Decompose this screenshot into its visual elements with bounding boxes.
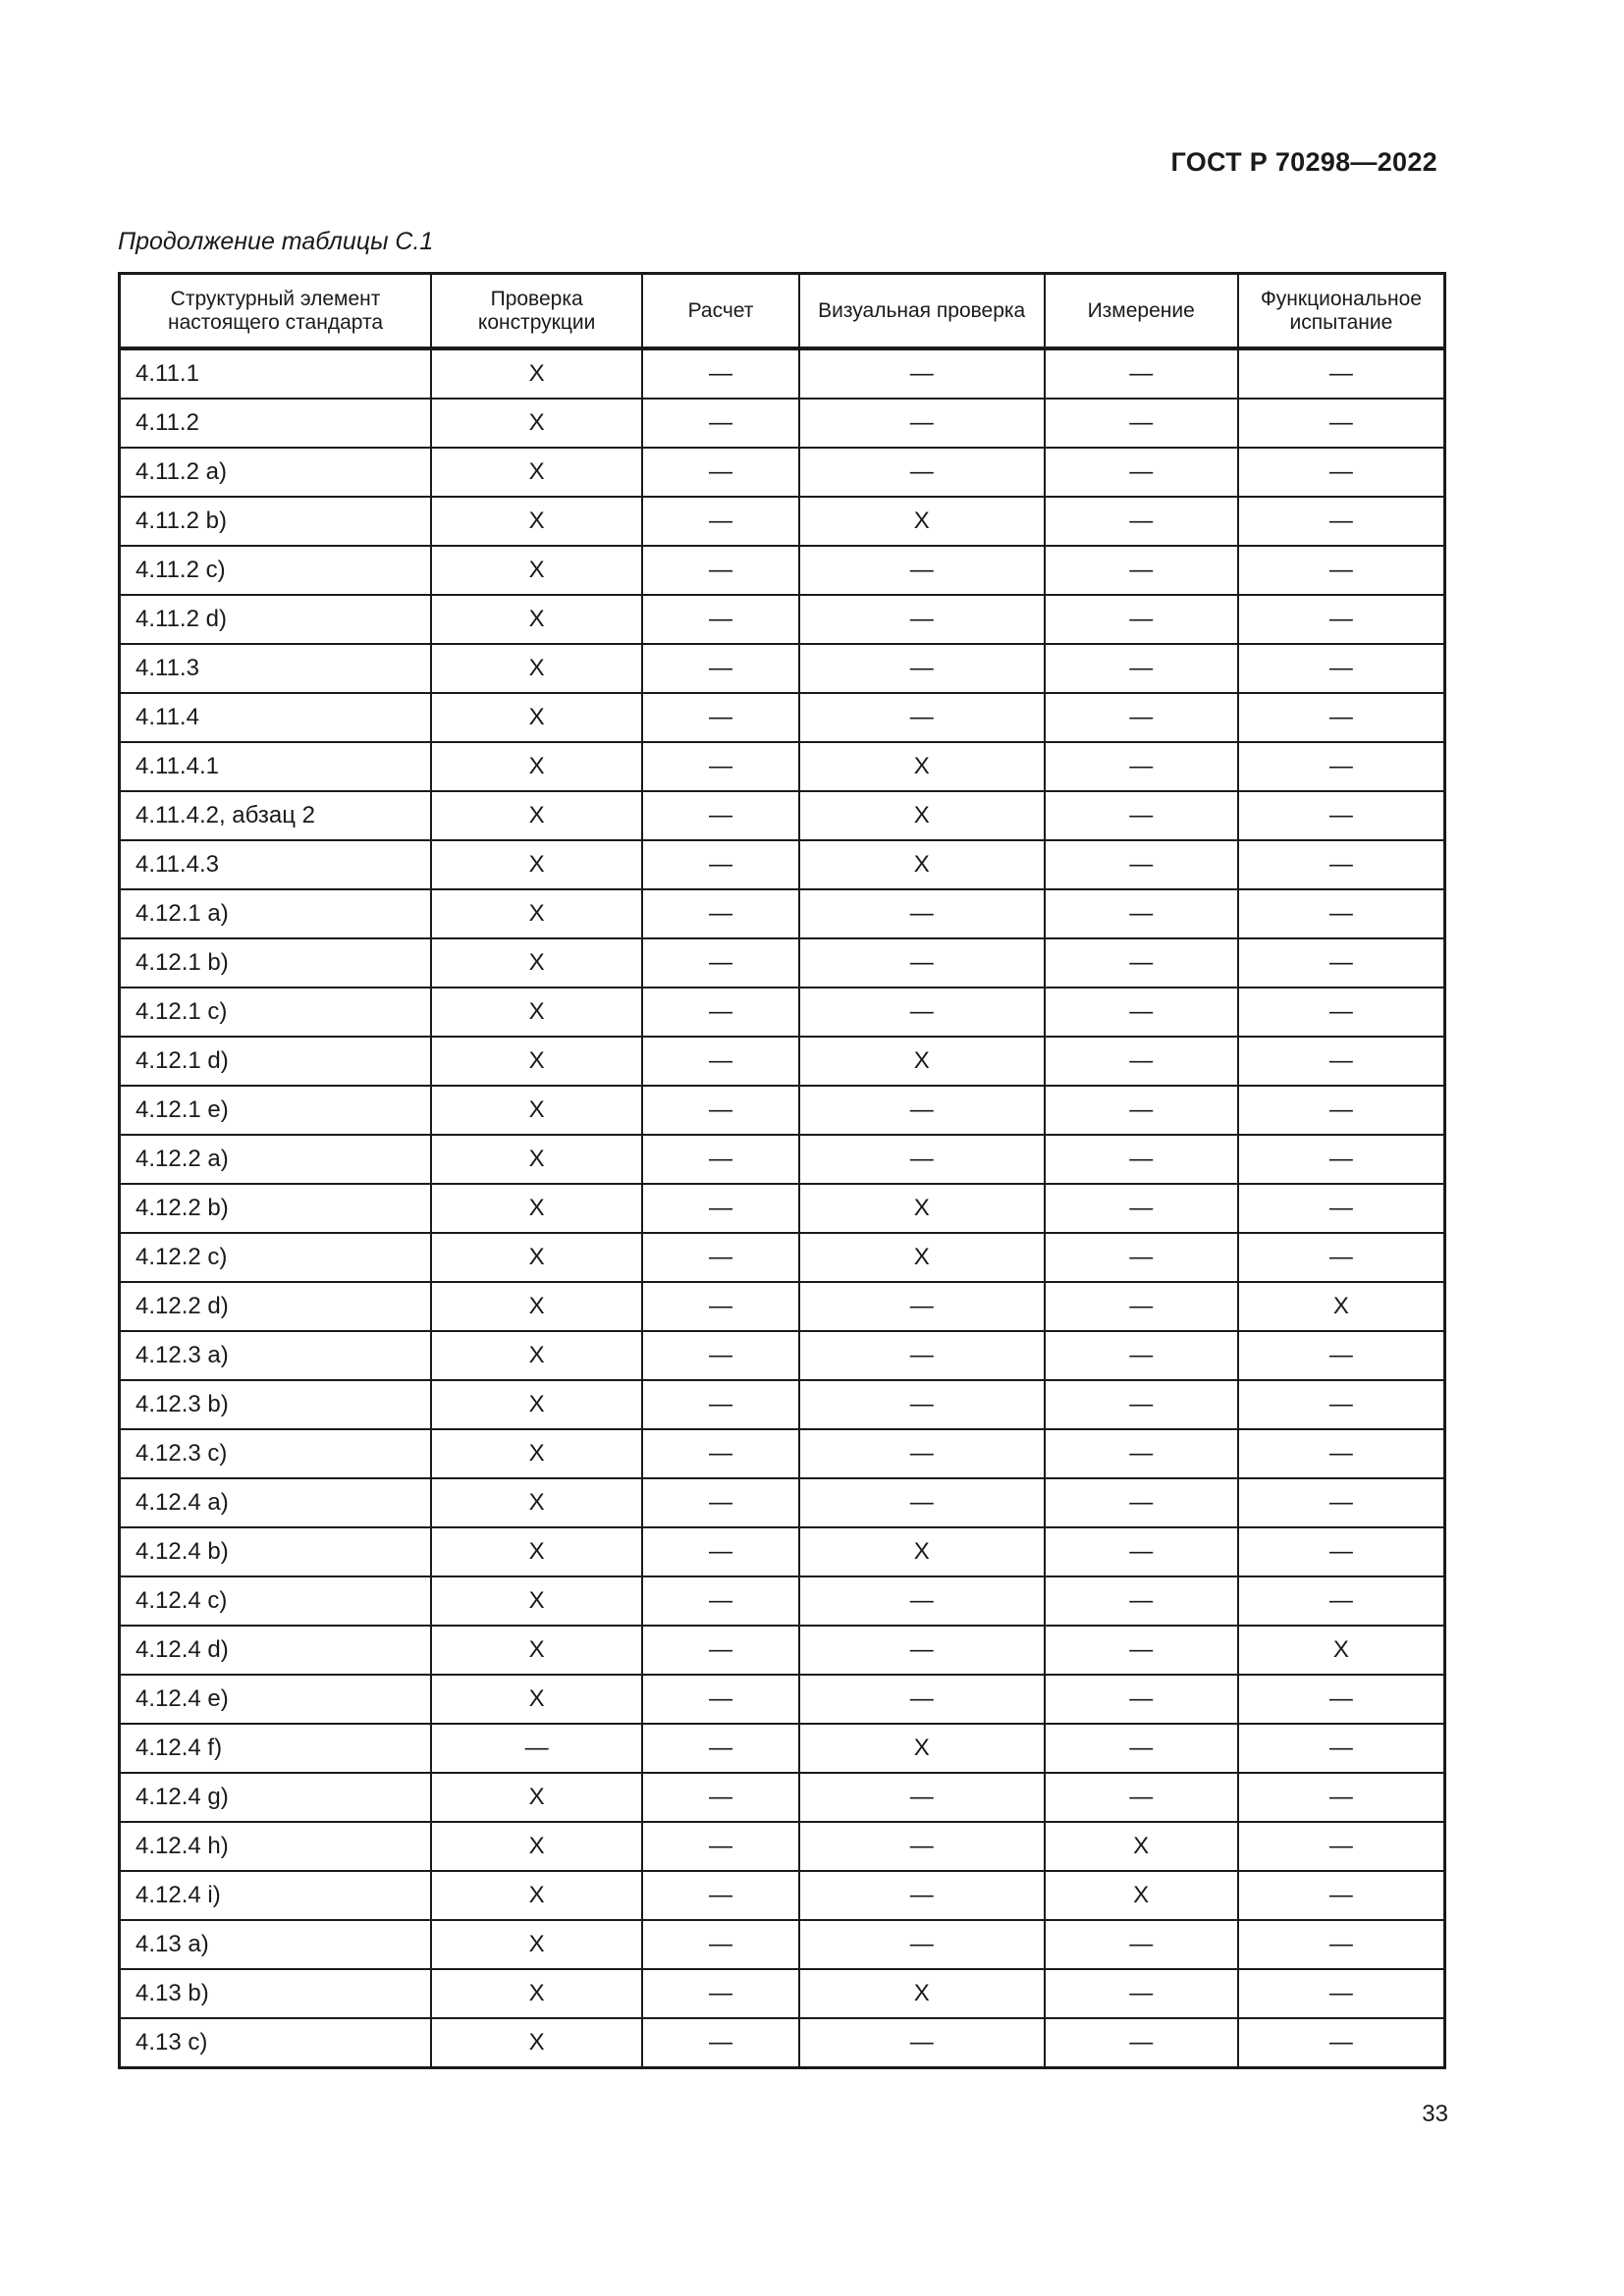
visual-check-cell: — [799,988,1045,1037]
table-row [120,1871,1445,1920]
design-check-cell: X [431,1871,642,1920]
element-cell: 4.11.2 c) [120,546,432,595]
design-check-cell: X [431,889,642,938]
table-row [120,988,1445,1037]
visual-check-cell: — [799,1920,1045,1969]
visual-check-cell: — [799,399,1045,448]
functional-test-cell: — [1238,988,1445,1037]
design-check-cell: X [431,348,642,399]
table-row [120,644,1445,693]
element-cell: 4.12.4 b) [120,1527,432,1576]
element-cell: 4.13 b) [120,1969,432,2018]
table-row [120,399,1445,448]
measurement-cell: — [1045,1675,1238,1724]
table-row [120,840,1445,889]
functional-test-cell: — [1238,1233,1445,1282]
column-header-visual-check: Визуальная проверка [799,274,1045,349]
calculation-cell: — [642,1037,799,1086]
element-cell: 4.13 c) [120,2018,432,2068]
measurement-cell: — [1045,497,1238,546]
functional-test-cell: — [1238,1478,1445,1527]
table-row [120,348,1445,399]
calculation-cell: — [642,1920,799,1969]
measurement-cell: — [1045,644,1238,693]
functional-test-cell: — [1238,791,1445,840]
calculation-cell: — [642,1675,799,1724]
calculation-cell: — [642,1429,799,1478]
functional-test-cell: — [1238,1037,1445,1086]
visual-check-cell: X [799,840,1045,889]
table-row [120,595,1445,644]
functional-test-cell: X [1238,1282,1445,1331]
functional-test-cell: — [1238,1969,1445,2018]
calculation-cell: — [642,1773,799,1822]
measurement-cell: — [1045,1920,1238,1969]
measurement-cell: X [1045,1871,1238,1920]
measurement-cell: — [1045,693,1238,742]
element-cell: 4.12.4 d) [120,1626,432,1675]
element-cell: 4.12.1 a) [120,889,432,938]
table-row [120,1233,1445,1282]
measurement-cell: — [1045,1380,1238,1429]
design-check-cell: X [431,448,642,497]
functional-test-cell: — [1238,348,1445,399]
visual-check-cell: X [799,1724,1045,1773]
design-check-cell: X [431,1675,642,1724]
element-cell: 4.12.4 e) [120,1675,432,1724]
calculation-cell: — [642,840,799,889]
visual-check-cell: X [799,742,1045,791]
visual-check-cell: — [799,448,1045,497]
functional-test-cell: — [1238,938,1445,988]
table-row [120,1429,1445,1478]
element-cell: 4.12.3 b) [120,1380,432,1429]
visual-check-cell: X [799,1233,1045,1282]
table-row [120,1086,1445,1135]
visual-check-cell: — [799,1331,1045,1380]
functional-test-cell: — [1238,1380,1445,1429]
table-row [120,1037,1445,1086]
element-cell: 4.11.1 [120,348,432,399]
design-check-cell: X [431,1282,642,1331]
measurement-cell: — [1045,791,1238,840]
visual-check-cell: — [799,1380,1045,1429]
design-check-cell: X [431,1478,642,1527]
visual-check-cell: X [799,1527,1045,1576]
design-check-cell: X [431,742,642,791]
element-cell: 4.12.4 i) [120,1871,432,1920]
table-row [120,1724,1445,1773]
measurement-cell: — [1045,1184,1238,1233]
calculation-cell: — [642,1822,799,1871]
design-check-cell: X [431,791,642,840]
table-row [120,938,1445,988]
design-check-cell: X [431,1086,642,1135]
calculation-cell: — [642,693,799,742]
calculation-cell: — [642,546,799,595]
visual-check-cell: X [799,1037,1045,1086]
calculation-cell: — [642,448,799,497]
calculation-cell: — [642,1478,799,1527]
element-cell: 4.12.4 a) [120,1478,432,1527]
functional-test-cell: — [1238,1086,1445,1135]
table-row [120,1576,1445,1626]
design-check-cell: X [431,1626,642,1675]
measurement-cell: — [1045,1478,1238,1527]
element-cell: 4.12.3 c) [120,1429,432,1478]
design-check-cell: X [431,1380,642,1429]
design-check-cell: X [431,1135,642,1184]
visual-check-cell: — [799,595,1045,644]
table-row [120,1527,1445,1576]
visual-check-cell: — [799,1282,1045,1331]
functional-test-cell: — [1238,1675,1445,1724]
element-cell: 4.12.1 e) [120,1086,432,1135]
element-cell: 4.11.4.3 [120,840,432,889]
element-cell: 4.11.4 [120,693,432,742]
table-row [120,1675,1445,1724]
measurement-cell: — [1045,1037,1238,1086]
column-header-element: Структурный элемент настоящего стандарта [120,274,432,349]
element-cell: 4.11.3 [120,644,432,693]
measurement-cell: — [1045,1576,1238,1626]
measurement-cell: — [1045,1233,1238,1282]
measurement-cell: — [1045,348,1238,399]
element-cell: 4.12.1 b) [120,938,432,988]
design-check-cell: X [431,1527,642,1576]
design-check-cell: X [431,1920,642,1969]
calculation-cell: — [642,348,799,399]
measurement-cell: — [1045,546,1238,595]
design-check-cell: X [431,1576,642,1626]
calculation-cell: — [642,1331,799,1380]
visual-check-cell: X [799,791,1045,840]
calculation-cell: — [642,1233,799,1282]
calculation-cell: — [642,938,799,988]
design-check-cell: X [431,546,642,595]
column-header-design-check: Проверка конструкции [431,274,642,349]
element-cell: 4.12.2 c) [120,1233,432,1282]
functional-test-cell: — [1238,693,1445,742]
calculation-cell: — [642,791,799,840]
element-cell: 4.12.4 g) [120,1773,432,1822]
functional-test-cell: X [1238,1626,1445,1675]
measurement-cell: — [1045,889,1238,938]
functional-test-cell: — [1238,1773,1445,1822]
calculation-cell: — [642,742,799,791]
element-cell: 4.12.4 c) [120,1576,432,1626]
functional-test-cell: — [1238,1135,1445,1184]
element-cell: 4.12.1 d) [120,1037,432,1086]
measurement-cell: — [1045,1135,1238,1184]
visual-check-cell: — [799,1773,1045,1822]
visual-check-cell: — [799,1626,1045,1675]
table-row [120,1920,1445,1969]
visual-check-cell: — [799,348,1045,399]
measurement-cell: — [1045,938,1238,988]
design-check-cell: X [431,840,642,889]
measurement-cell: — [1045,1724,1238,1773]
measurement-cell: — [1045,988,1238,1037]
functional-test-cell: — [1238,644,1445,693]
calculation-cell: — [642,2018,799,2068]
visual-check-cell: — [799,546,1045,595]
measurement-cell: — [1045,1527,1238,1576]
requirements-table [118,272,1446,2069]
functional-test-cell: — [1238,595,1445,644]
measurement-cell: — [1045,1773,1238,1822]
calculation-cell: — [642,595,799,644]
design-check-cell: X [431,399,642,448]
functional-test-cell: — [1238,399,1445,448]
design-check-cell: X [431,1233,642,1282]
element-cell: 4.12.2 b) [120,1184,432,1233]
visual-check-cell: X [799,1184,1045,1233]
visual-check-cell: — [799,1429,1045,1478]
table-row [120,1135,1445,1184]
table-row [120,693,1445,742]
table-row [120,1331,1445,1380]
element-cell: 4.11.2 a) [120,448,432,497]
design-check-cell: X [431,595,642,644]
design-check-cell: X [431,1969,642,2018]
design-check-cell: X [431,497,642,546]
measurement-cell: — [1045,2018,1238,2068]
functional-test-cell: — [1238,497,1445,546]
design-check-cell: X [431,1429,642,1478]
measurement-cell: — [1045,1331,1238,1380]
table-row [120,497,1445,546]
calculation-cell: — [642,1724,799,1773]
table-row [120,1969,1445,2018]
table-row [120,742,1445,791]
table-row [120,448,1445,497]
design-check-cell: X [431,1822,642,1871]
functional-test-cell: — [1238,448,1445,497]
visual-check-cell: — [799,889,1045,938]
measurement-cell: — [1045,1282,1238,1331]
visual-check-cell: — [799,644,1045,693]
measurement-cell: — [1045,1086,1238,1135]
table-row [120,791,1445,840]
table-row [120,2018,1445,2068]
visual-check-cell: — [799,1086,1045,1135]
element-cell: 4.12.4 h) [120,1822,432,1871]
calculation-cell: — [642,1135,799,1184]
visual-check-cell: — [799,938,1045,988]
element-cell: 4.12.2 d) [120,1282,432,1331]
design-check-cell: X [431,938,642,988]
table-row [120,546,1445,595]
visual-check-cell: — [799,1822,1045,1871]
column-header-measurement: Измерение [1045,274,1238,349]
functional-test-cell: — [1238,1184,1445,1233]
functional-test-cell: — [1238,1920,1445,1969]
element-cell: 4.11.2 d) [120,595,432,644]
measurement-cell: — [1045,742,1238,791]
element-cell: 4.12.4 f) [120,1724,432,1773]
column-header-functional-test: Функциональное испытание [1238,274,1445,349]
calculation-cell: — [642,1380,799,1429]
calculation-cell: — [642,1969,799,2018]
calculation-cell: — [642,1184,799,1233]
calculation-cell: — [642,889,799,938]
table-header-row [120,274,1445,349]
functional-test-cell: — [1238,1871,1445,1920]
element-cell: 4.13 a) [120,1920,432,1969]
functional-test-cell: — [1238,1724,1445,1773]
measurement-cell: — [1045,448,1238,497]
functional-test-cell: — [1238,1429,1445,1478]
functional-test-cell: — [1238,889,1445,938]
table-row [120,1282,1445,1331]
column-header-calculation: Расчет [642,274,799,349]
visual-check-cell: — [799,1675,1045,1724]
visual-check-cell: — [799,1135,1045,1184]
measurement-cell: — [1045,1626,1238,1675]
functional-test-cell: — [1238,1576,1445,1626]
design-check-cell: X [431,1773,642,1822]
table-row [120,1184,1445,1233]
measurement-cell: X [1045,1822,1238,1871]
element-cell: 4.11.2 [120,399,432,448]
visual-check-cell: — [799,1576,1045,1626]
table-body [120,348,1445,2068]
functional-test-cell: — [1238,742,1445,791]
design-check-cell: — [431,1724,642,1773]
element-cell: 4.11.2 b) [120,497,432,546]
visual-check-cell: — [799,2018,1045,2068]
table-row [120,1773,1445,1822]
element-cell: 4.12.1 c) [120,988,432,1037]
calculation-cell: — [642,1282,799,1331]
visual-check-cell: — [799,1478,1045,1527]
design-check-cell: X [431,1184,642,1233]
visual-check-cell: X [799,497,1045,546]
calculation-cell: — [642,399,799,448]
calculation-cell: — [642,644,799,693]
table-row [120,1380,1445,1429]
element-cell: 4.11.4.2, абзац 2 [120,791,432,840]
element-cell: 4.11.4.1 [120,742,432,791]
calculation-cell: — [642,1871,799,1920]
design-check-cell: X [431,693,642,742]
table-row [120,1626,1445,1675]
functional-test-cell: — [1238,2018,1445,2068]
visual-check-cell: — [799,1871,1045,1920]
calculation-cell: — [642,1527,799,1576]
measurement-cell: — [1045,840,1238,889]
functional-test-cell: — [1238,546,1445,595]
page-number: 33 [1422,2101,1448,2127]
table-row [120,1822,1445,1871]
calculation-cell: — [642,1086,799,1135]
table-row [120,1478,1445,1527]
calculation-cell: — [642,1626,799,1675]
calculation-cell: — [642,497,799,546]
table-row [120,889,1445,938]
element-cell: 4.12.2 a) [120,1135,432,1184]
document-code: ГОСТ Р 70298—2022 [1170,147,1437,177]
design-check-cell: X [431,644,642,693]
calculation-cell: — [642,1576,799,1626]
measurement-cell: — [1045,1969,1238,2018]
functional-test-cell: — [1238,1527,1445,1576]
functional-test-cell: — [1238,1331,1445,1380]
design-check-cell: X [431,988,642,1037]
design-check-cell: X [431,2018,642,2068]
measurement-cell: — [1045,399,1238,448]
design-check-cell: X [431,1331,642,1380]
visual-check-cell: — [799,693,1045,742]
visual-check-cell: X [799,1969,1045,2018]
table-caption: Продолжение таблицы С.1 [118,228,434,255]
design-check-cell: X [431,1037,642,1086]
measurement-cell: — [1045,595,1238,644]
calculation-cell: — [642,988,799,1037]
measurement-cell: — [1045,1429,1238,1478]
element-cell: 4.12.3 a) [120,1331,432,1380]
functional-test-cell: — [1238,840,1445,889]
functional-test-cell: — [1238,1822,1445,1871]
